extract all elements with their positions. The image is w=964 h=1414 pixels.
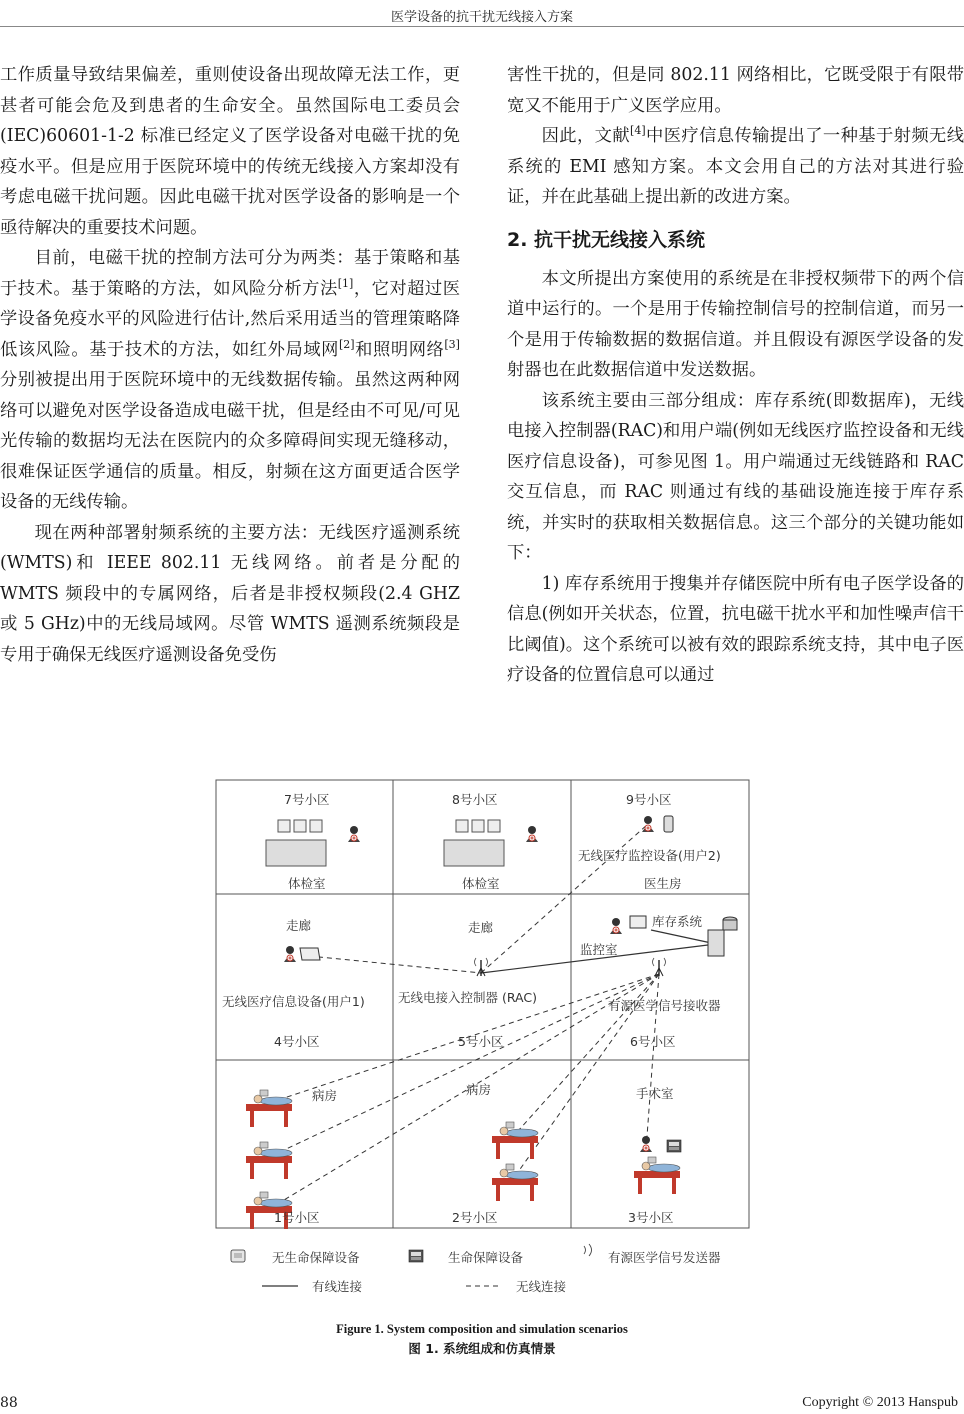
text-run: 和照明网络 [354, 339, 445, 360]
paragraph [507, 121, 964, 213]
paragraph [0, 243, 460, 518]
right-column [507, 60, 964, 691]
rac-label: 无线电接入控制器 (RAC) [398, 990, 537, 1005]
citation-4[interactable]: [4] [630, 124, 646, 138]
paragraph: 1) 库存系统用于搜集并存储医院中所有电子医学设备的信息(例如开关状态，位置，抗电磁干扰水平和加性噪声信干比阈值)。这个系统可以被有效的跟踪系统支持，其中电子医疗设备的位置信息可以通过 [507, 573, 964, 685]
citation-1[interactable]: [1] [337, 276, 354, 290]
figure-caption-zh: 图 1. 系统组成和仿真情景 [408, 1341, 556, 1356]
text-run: ，它对超过医学设备免疫水平的风险进行估计,然后采用适当的管理策略降低该风险。基于技术的方法，如红外局域网 [0, 278, 460, 360]
paragraph: 工作质量导致结果偏差，重则使设备出现故障无法工作，更甚者可能会危及到患者的生命安全。虽然国际电工委员会(IEC)60601-1-2 标准已经定义了医学设备对电磁干扰的免疫水平。但是应用于医院环境中的传统无线接入方案却没有考虑电磁干扰问题。因此电磁干扰对医学设备的影响是一个亟待解决的重要技术问题。 [0, 65, 460, 238]
zone-5-label: 5号小区 [458, 1034, 504, 1049]
legend-wired-label: 有线连接 [312, 1279, 363, 1294]
zone-7-label: 7号小区 [284, 792, 330, 807]
text-run: 中医疗信息传输提出了一种基于射频无线系统的 EMI 感知方案。本文会用自己的方法对其进行验证，并在此基础上提出新的改进方案。 [507, 126, 964, 207]
room-label: 体检室 [462, 876, 500, 891]
figure-caption-en: Figure 1. System composition and simulation scenarios [336, 1322, 628, 1336]
room-label: 走廊 [286, 918, 312, 933]
room-label: 医生房 [644, 876, 682, 891]
figure-1 [216, 780, 749, 1294]
paragraph: 该系统主要由三部分组成：库存系统(即数据库)，无线电接入控制器(RAC)和用户端(例如无线医疗监控设备和无线医疗信息设备)，可参见图 1。用户端通过无线链路和 RAC 交互信息，而 RAC 则通过有线的基础设施连接于库存系统，并实时的获取相关数据信息。这三个部分的关键功能如下： [507, 390, 964, 563]
zone-3-label: 3号小区 [628, 1210, 674, 1225]
header-rule [0, 26, 964, 27]
citation-2[interactable]: [2] [339, 337, 355, 351]
legend-life-label: 生命保障设备 [448, 1250, 524, 1265]
zone-9-label: 9号小区 [626, 792, 672, 807]
room-label: 走廊 [468, 920, 494, 935]
receiver-label: 有源医学信号接收器 [608, 998, 721, 1013]
copyright: Copyright © 2013 Hanspub [802, 1395, 958, 1410]
inventory-label: 库存系统 [652, 914, 703, 929]
page-number: 88 [0, 1395, 18, 1411]
room-label: 监控室 [580, 942, 618, 957]
legend-non-life-label: 无生命保障设备 [272, 1250, 360, 1265]
left-column [0, 60, 460, 670]
citation-3[interactable]: [3] [444, 337, 460, 351]
paragraph: 本文所提出方案使用的系统是在非授权频带下的两个信道中运行的。一个是用于传输控制信号的控制信道，而另一个是用于传输数据的数据信道。并且假设有源医学设备的发射器也在此数据信道中发送数据。 [507, 268, 964, 380]
zone-4-label: 4号小区 [274, 1034, 320, 1049]
zone-1-label: 1号小区 [274, 1210, 320, 1225]
legend-wireless-label: 无线连接 [516, 1279, 567, 1294]
legend-transmitter-label: 有源医学信号发送器 [608, 1250, 721, 1265]
user1-label: 无线医疗信息设备(用户1) [222, 994, 365, 1009]
room-label: 病房 [466, 1082, 492, 1097]
zone-2-label: 2号小区 [452, 1210, 498, 1225]
running-title: 医学设备的抗干扰无线接入方案 [390, 10, 573, 25]
zone-8-label: 8号小区 [452, 792, 498, 807]
section-heading: 2. 抗干扰无线接入系统 [507, 228, 706, 251]
user2-label: 无线医疗监控设备(用户2) [578, 848, 721, 863]
legend-labels [272, 1250, 721, 1294]
room-label: 体检室 [288, 876, 326, 891]
paragraph: 现在两种部署射频系统的主要方法：无线医疗遥测系统(WMTS)和 IEEE 802.11 无线网络。前者是分配的 WMTS 频段中的专属网络，后者是非授权频段(2.4 GHZ 或 5 GHz)中的无线局域网。尽管 WMTS 遥测系统频段是专用于确保无线医疗遥测设备免受伤 [0, 522, 460, 665]
room-label: 手术室 [636, 1086, 674, 1101]
text-run: 分别被提出用于医院环境中的无线数据传输。虽然这两种网络可以避免对医学设备造成电磁干扰，但是经由不可见/可见光传输的数据均无法在医院内的众多障碍间实现无缝移动，很难保证医学通信的质量。相反，射频在这方面更适合医学设备的无线传输。 [0, 370, 460, 512]
text-run: 目前，电磁干扰的控制方法可分为两类：基于策略和基于技术。基于策略的方法，如风险分析方法 [0, 248, 460, 299]
zone-6-label: 6号小区 [630, 1034, 676, 1049]
paragraph: 害性干扰的，但是同 802.11 网络相比，它既受限于有限带宽又不能用于广义医学应用。 [507, 65, 964, 116]
text-run: 因此，文献 [541, 126, 631, 146]
ward-beds-zone1 [246, 1090, 292, 1229]
room-label: 病房 [312, 1088, 338, 1103]
